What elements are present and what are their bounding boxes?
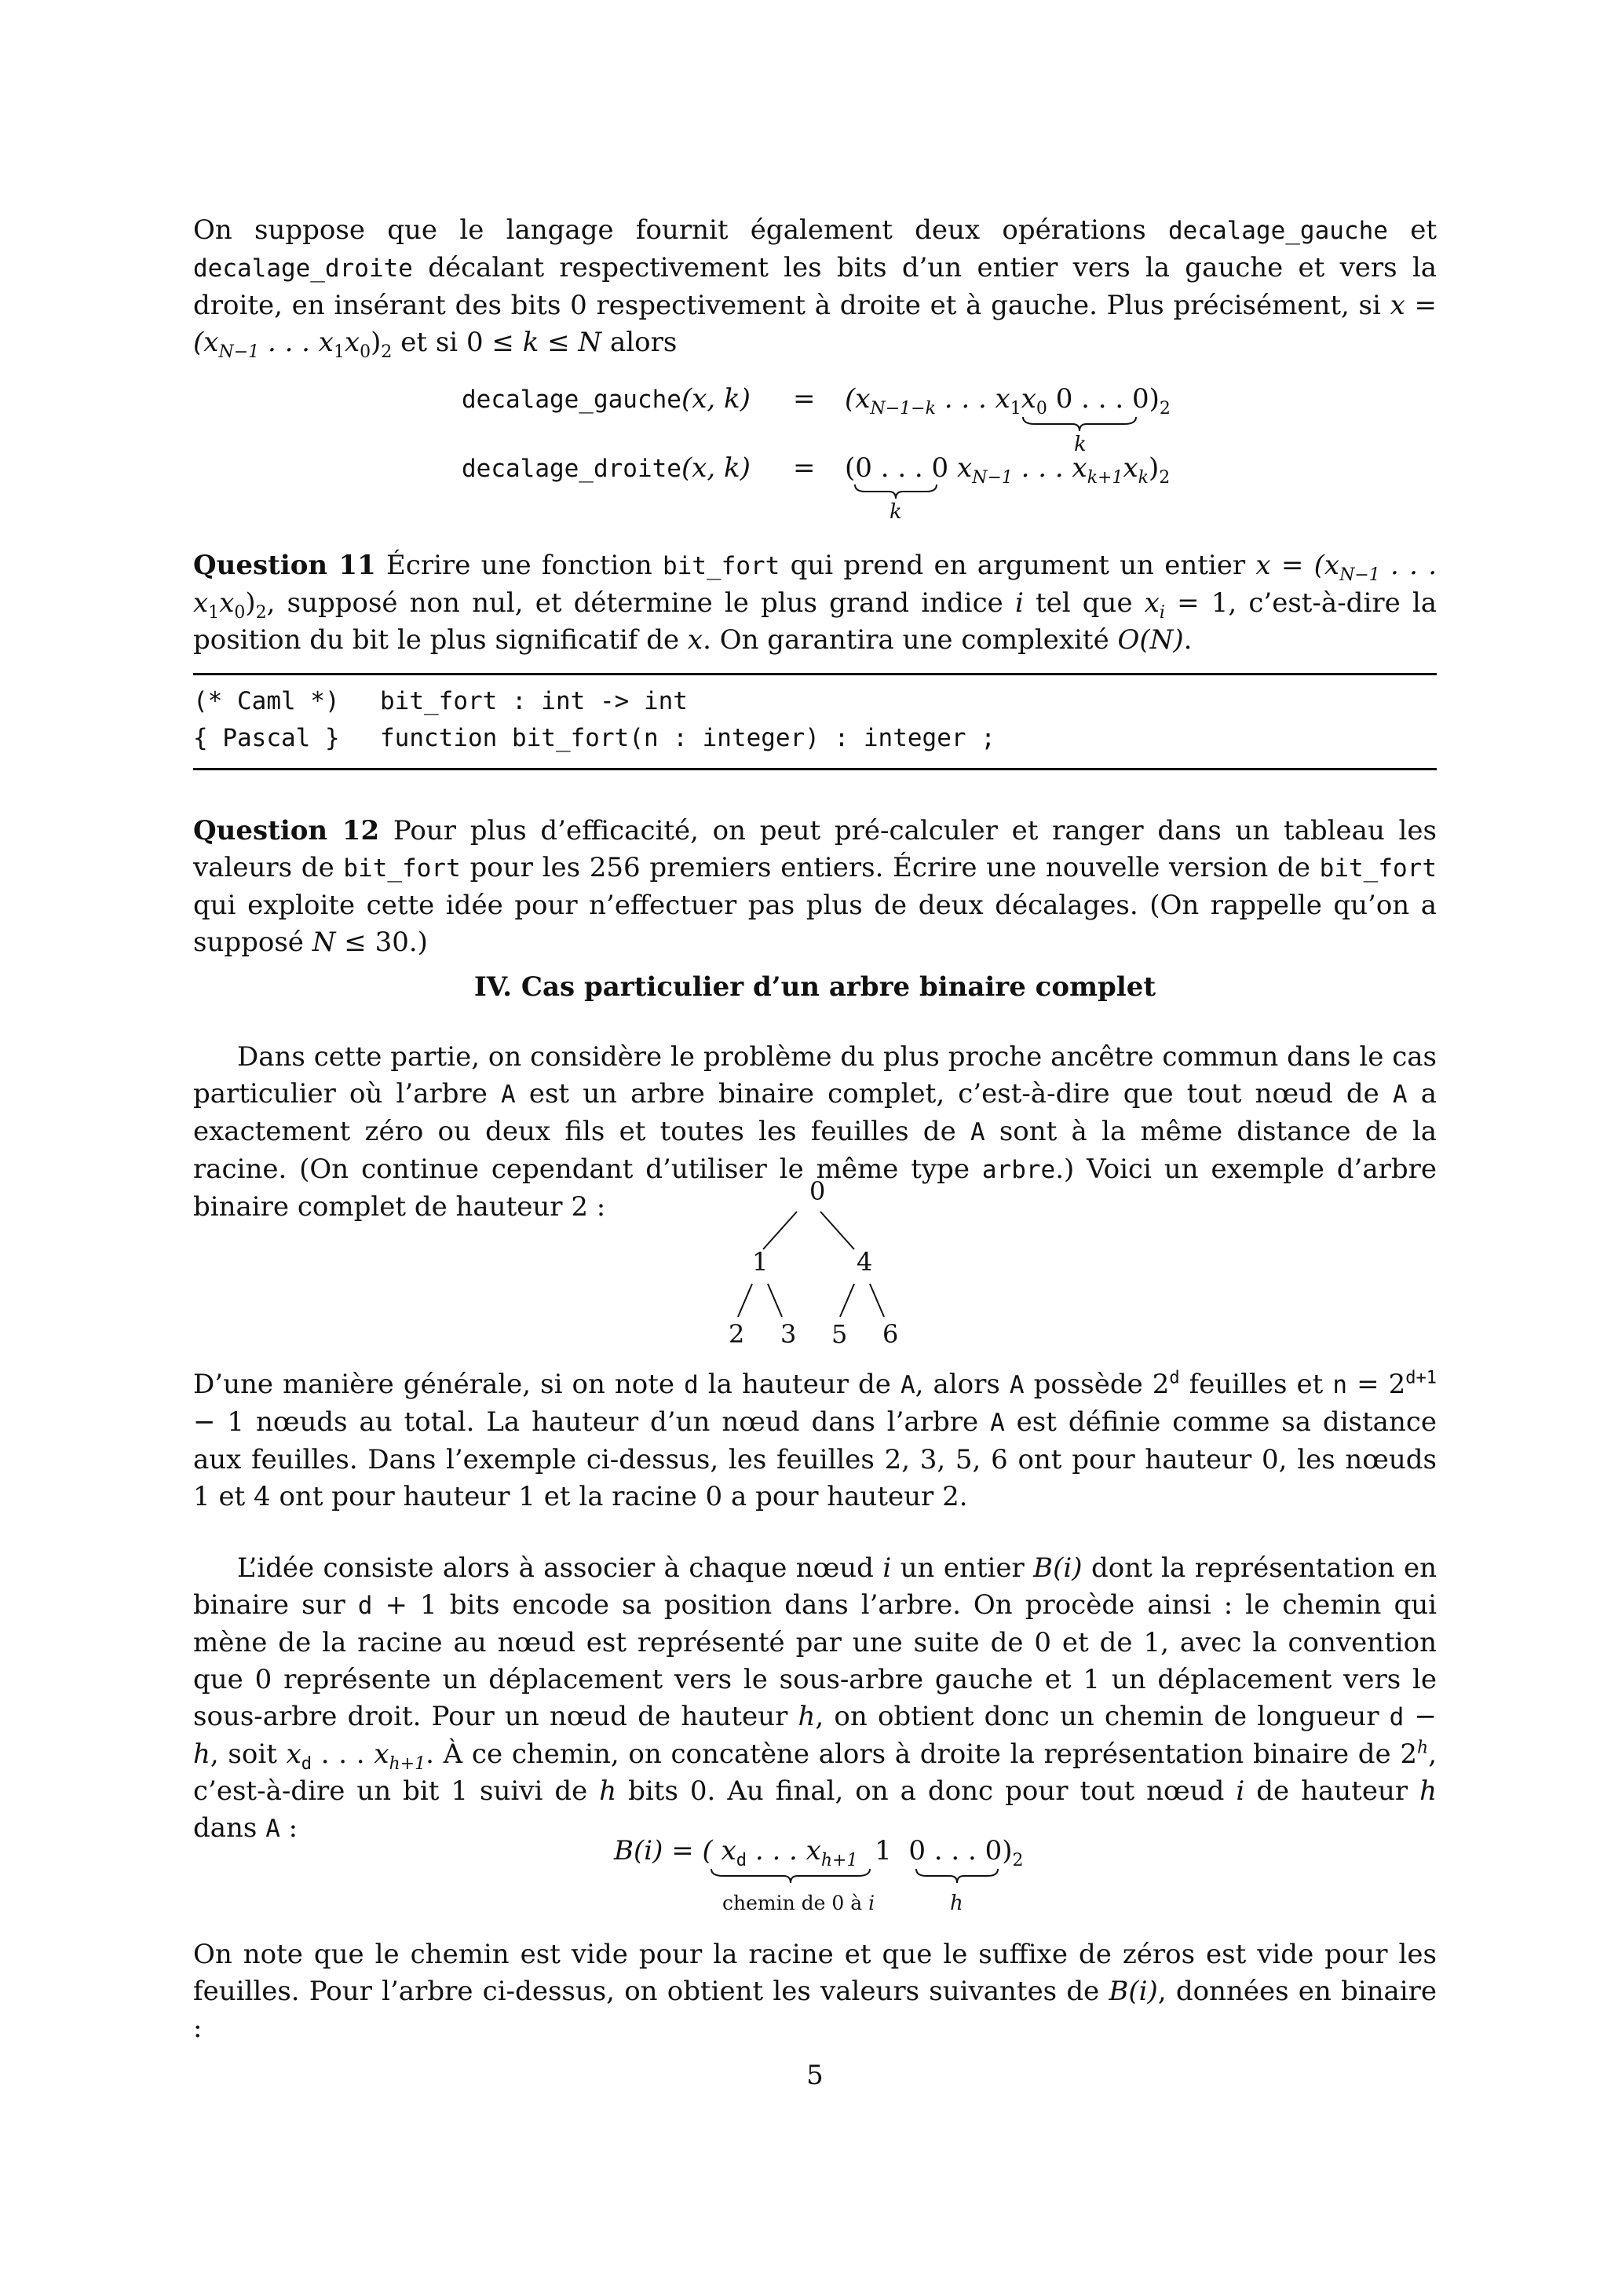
- code-rule-bottom: [193, 768, 1437, 770]
- tree-node-leaf-6: 6: [882, 1319, 899, 1349]
- code-signatures: [193, 683, 1437, 757]
- tree-node-left: 1: [752, 1247, 769, 1277]
- tree-node-leaf-3: 3: [780, 1319, 797, 1349]
- paragraph-arbre-complet: Dans cette partie, on considère le problème du plus proche ancêtre commun dans le cas particulier où l’arbre A est un arbre binaire complet, c’est-à-dire que tout nœud de A a exactement zéro ou deux fils et toutes les feuilles de A sont à la même distance de la racine. (On continue cependant d’utiliser le même type arbre.) Voici un exemple d’arbre binaire complet de hauteur 2 :: [193, 1041, 1437, 1223]
- code-decalage-droite: decalage_droite: [193, 254, 413, 283]
- tree-node-leaf-2: 2: [729, 1319, 745, 1349]
- tree-node-leaf-5: 5: [831, 1319, 848, 1349]
- code-decalage-gauche: decalage_gauche: [1167, 217, 1388, 245]
- question-12: Question 12 Pour plus d’efficacité, on peut pré-calculer et ranger dans un tableau les valeurs de bit_fort pour les 256 premiers entiers. Écrire une nouvelle version de bit_fort qui exploite cette idée pour n’effectuer pas plus de deux décalages. (On rappelle qu’on a supposé N ≤ 30.): [193, 815, 1437, 958]
- pascal-signature: { Pascal } function bit_fort(n : integer) : integer ;: [193, 724, 995, 752]
- code-rule-top: [193, 673, 1437, 675]
- question-11-label: Question 11: [193, 550, 376, 581]
- section-title: IV. Cas particulier d’un arbre binaire complet: [473, 971, 1156, 1003]
- underbrace-h: [914, 1866, 1000, 1885]
- tree-node-right: 4: [857, 1247, 873, 1277]
- paragraph-hauteur: D’une manière générale, si on note d la hauteur de A, alors A possède 2$^d$ feuilles et $n = 2^{d+1} - 1$ nœuds au total. La hauteur d’un nœud dans l’arbre A est définie comme sa distance aux feuilles. Dans l’exemple ci-dessus, les feuilles 2, 3, 5, 6 ont pour hauteur 0, les nœuds 1 et 4 ont pour hauteur 1 et la racine 0 a pour hauteur 2.: [193, 1368, 1438, 1512]
- underbrace-path: [709, 1866, 872, 1885]
- page: On suppose que le langage fournit également deux opérations decalage_gauche et decalage_droite décalant respectivement les bits d’un entier vers la gauche et vers la droite, en insérant des bits 0 respectivement à droite et à gauche. Plus précisément, si $x = (x_{N-1}$ . . . $x_1x_0)_2$ et si 0 ≤ k ≤ N alors decalage_gauche(x, k) = ($x_{N-1-k}$ . . . $x_1x_0$ 0 . . . $0)_2$ k decalage_droite(x, k) = (0 . . . 0 $x_{N-1}$ . . . $x_{k+1}x_k)_2$ k Question 11 Écrire une fonction bit_fort qui prend en argument un entier $x = (x_{N-1}$ . . . $x_1x_0)_2$, supposé non nul, et détermine le plus grand indice i tel que $x_i = 1$, c’est-à-dire la position du bit le plus significatif de x. On garantira une complexité O(N). (* Caml *) bit_fort : int -> int { Pascal } function bit_fort(n : integer) : integer ; Question 12 Pour plus d’efficacité, on peut pré-calculer et ranger dans un tableau les valeurs de bit_fort pour les 256 premiers entiers. Écrire une nouvelle version de bit_fort qui exploite cette idée pour n’effectuer pas plus de deux décalages. (On rappelle qu’on a supposé N ≤ 30.) IV. Cas particulier d’un arbre binaire complet Dans cette partie, on considère le problème du plus proche ancêtre commun dans le cas particulier où l’arbre A est un arbre binaire complet, c’est-à-dire que tout nœud de A a exactement zéro ou deux fils et toutes les feuilles de A sont à la même distance de la racine. (On continue cependant d’utiliser le même type arbre.) Voici un exemple d’arbre binaire complet de hauteur 2 : 0 1 4 2 3 5 6 D’une manière générale, si on note d la hauteur de A, alors A possède 2$^d$ feuilles et $n = 2^{d+1} - 1$ nœuds au total. La hauteur d’un nœud dans l’arbre A est définie comme sa distance aux feuilles. Dans l’exemple ci-dessus, les feuilles 2, 3, 5, 6 ont pour hauteur 0, les nœuds 1 et 4 ont pour hauteur 1 et la racine 0 a pour hauteur 2. L’idée consiste alors à associer à chaque nœud i un entier B(i) dont la représentation en binaire sur d + 1 bits encode sa position dans l’arbre. On procède ainsi : le chemin qui mène de la racine au nœud est représenté par une suite de 0 et de 1, avec la convention que 0 représente un déplacement vers le sous-arbre gauche et 1 un déplacement vers le sous-arbre droit. Pour un nœud de hauteur h, on obtient donc un chemin de longueur d − h, soit $x_d$ . . . $x_{h+1}$. À ce chemin, on concatène alors à droite la représentation binaire de 2$^h$, c’est-à-dire un bit 1 suivi de h bits 0. Au final, on a donc pour tout nœud i de hauteur h dans A : B(i) = ( $x_d$ . . . $x_{h+1}$ 1 0 . . . $0)_2$ chemin de 0 à i h On note que le chemin est vide pour la racine et que le suffixe de zéros est vide pour les feuilles. Pour l’arbre ci-dessus, on obtient les valeurs suivantes de B(i), données en binaire : 5: [0, 0, 1622, 2296]
- intro-paragraph: On suppose que le langage fournit également deux opérations decalage_gauche et decalage_droite décalant respectivement les bits d’un entier vers la gauche et vers la droite, en insérant des bits 0 respectivement à droite et à gauche. Plus précisément, si $x = (x_{N-1}$ . . . $x_1x_0)_2$ et si 0 ≤ k ≤ N alors: [193, 214, 1437, 362]
- question-12-label: Question 12: [193, 815, 380, 846]
- tree-node-root: 0: [809, 1176, 826, 1206]
- question-11: Question 11 Écrire une fonction bit_fort qui prend en argument un entier $x = (x_{N-1}$ . . . $x_1x_0)_2$, supposé non nul, et détermine le plus grand indice i tel que $x_i = 1$, c’est-à-dire la position du bit le plus significatif de x. On garantira une complexité O(N).: [193, 550, 1438, 656]
- paragraph-valeurs: On note que le chemin est vide pour la racine et que le suffixe de zéros est vide pour les feuilles. Pour l’arbre ci-dessus, on obtient les valeurs suivantes de B(i), données en binaire :: [193, 1939, 1438, 2044]
- page-number: 5: [806, 2060, 824, 2091]
- tree-edges: [707, 1205, 911, 1331]
- caml-signature: (* Caml *) bit_fort : int -> int: [193, 687, 688, 715]
- paragraph-representation: L’idée consiste alors à associer à chaque nœud i un entier B(i) dont la représentation en binaire sur d + 1 bits encode sa position dans l’arbre. On procède ainsi : le chemin qui mène de la racine au nœud est représenté par une suite de 0 et de 1, avec la convention que 0 représente un déplacement vers le sous-arbre gauche et 1 un déplacement vers le sous-arbre droit. Pour un nœud de hauteur h, on obtient donc un chemin de longueur d − h, soit $x_d$ . . . $x_{h+1}$. À ce chemin, on concatène alors à droite la représentation binaire de 2$^h$, c’est-à-dire un bit 1 suivi de h bits 0. Au final, on a donc pour tout nœud i de hauteur h dans A :: [193, 1552, 1437, 1844]
